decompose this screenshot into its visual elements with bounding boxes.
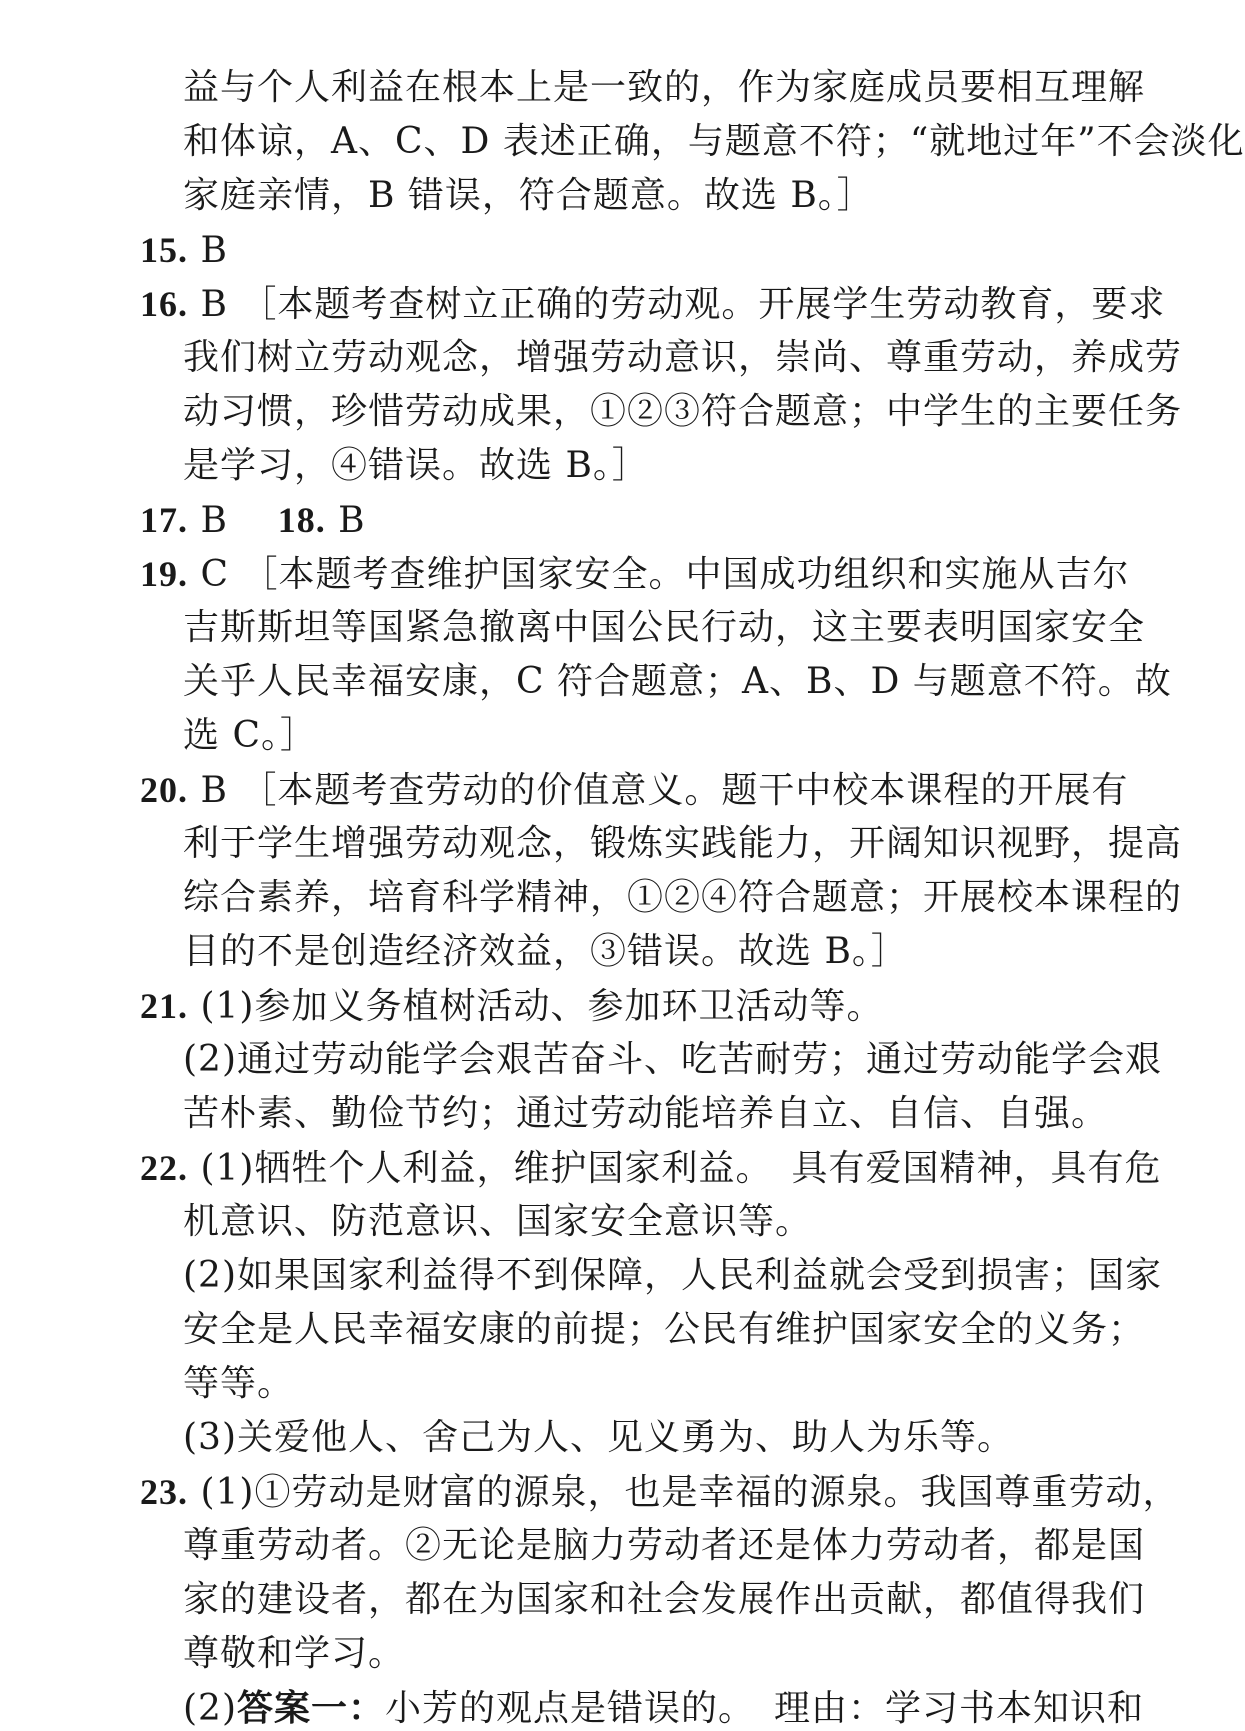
answer-line: (3)关爱他人、舍己为人、见义勇为、助人为乐等。 [183,1417,1014,1458]
answer-line: 目的不是创造经济效益，③错误。故选 B。］ [183,931,908,972]
answer-line: 家庭亲情，B 错误，符合题意。故选 B。］ [183,175,874,216]
question-17-18 [140,498,366,543]
answer-part-label: (2) [183,1688,237,1729]
answer-line: 吉斯斯坦等国紧急撤离中国公民行动，这主要表明国家安全 [183,607,1146,648]
question-number: 15. [140,230,188,270]
answer-line: 机意识、防范意识、国家安全意识等。 [183,1201,813,1242]
question-number: 23. [140,1472,188,1512]
question-number: 20. [140,770,188,810]
question-number: 19. [140,554,188,594]
answer-text: (1)①劳动是财富的源泉，也是幸福的源泉。我国尊重劳动， [200,1472,1180,1513]
question-number: 17. [140,500,188,540]
answer-line: 选 C。］ [183,715,317,756]
question-19 [140,552,1129,597]
answer-text: (1)牺牲个人利益，维护国家利益。 具有爱国精神，具有危 [200,1148,1162,1189]
answer-line: 等等。 [183,1363,295,1404]
answer-line: 利于学生增强劳动观念，锻炼实践能力，开阔知识视野，提高 [183,823,1183,864]
answer-text: B ［本题考查劳动的价值意义。题干中校本课程的开展有 [200,770,1129,811]
question-21 [140,984,883,1029]
answer-line: (2)通过劳动能学会艰苦奋斗、吃苦耐劳；通过劳动能学会艰 [183,1039,1162,1080]
answer-text: B [200,500,228,541]
answer-line: 是学习，④错误。故选 B。］ [183,445,649,486]
question-number: 22. [140,1148,188,1188]
answer-line: 安全是人民幸福安康的前提；公民有维护国家安全的义务； [183,1309,1146,1350]
answer-line: 尊重劳动者。②无论是脑力劳动者还是体力劳动者，都是国 [183,1525,1146,1566]
answer-line: 动习惯，珍惜劳动成果，①②③符合题意；中学生的主要任务 [183,391,1183,432]
question-16 [140,282,1165,327]
answer-line-2 [183,1686,1144,1731]
answer-text: B [338,500,366,541]
answer-option-label: 答案一： [237,1687,386,1729]
answer-text: C ［本题考查维护国家安全。中国成功组织和实施从吉尔 [200,554,1130,595]
answer-text: B ［本题考查树立正确的劳动观。开展学生劳动教育，要求 [200,284,1166,325]
answer-line: 家的建设者，都在为国家和社会发展作出贡献，都值得我们 [183,1579,1146,1620]
question-22 [140,1146,1161,1191]
answer-line: 苦朴素、勤俭节约；通过劳动能培养自立、自信、自强。 [183,1093,1109,1134]
answer-line: 我们树立劳动观念，增强劳动意识，崇尚、尊重劳动，养成劳 [183,337,1183,378]
question-23 [140,1470,1179,1515]
answer-line: 和体谅，A、C、D 表述正确，与题意不符；“就地过年”不会淡化 [183,121,1245,162]
question-20 [140,768,1128,813]
question-number: 21. [140,986,188,1026]
answer-line: 关乎人民幸福安康，C 符合题意；A、B、D 与题意不符。故 [183,661,1172,702]
question-number: 18. [277,500,326,540]
answer-text: 小芳的观点是错误的。 理由：学习书本知识和 [385,1688,1145,1729]
answer-line: 综合素养，培育科学精神，①②④符合题意；开展校本课程的 [183,877,1183,918]
answer-line: (2)如果国家利益得不到保障，人民利益就会受到损害；国家 [183,1255,1162,1296]
answer-text: (1)参加义务植树活动、参加环卫活动等。 [200,986,884,1027]
question-number: 16. [140,284,188,324]
answer-text: B [200,230,228,271]
question-15 [140,228,228,273]
answer-line: 尊敬和学习。 [183,1633,406,1674]
answer-line: 益与个人利益在根本上是一致的，作为家庭成员要相互理解 [183,67,1146,108]
